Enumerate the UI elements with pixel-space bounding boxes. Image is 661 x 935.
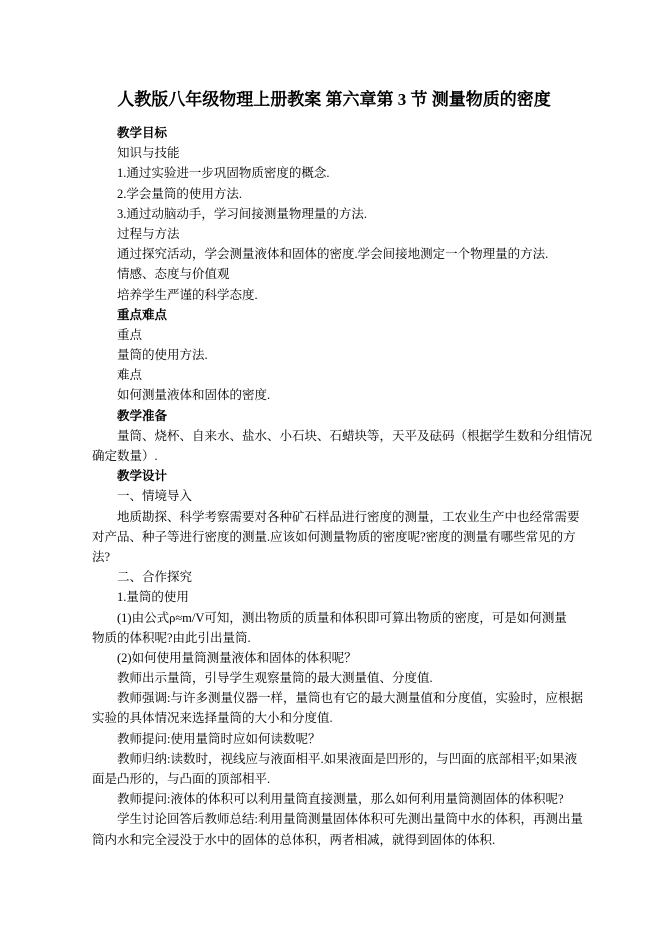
text-line: 物质的体积呢?由此引出量筒. xyxy=(92,630,251,645)
text-line: 面是凸形的，与凸面的顶部相平. xyxy=(92,772,271,786)
text-line: 教师归纳:读数时，视线应与液面相平.如果液面是凹形的，与凹面的底部相平;如果液 xyxy=(117,751,578,766)
text-line: 确定数量）. xyxy=(92,449,158,463)
text-line: 一、情境导入 xyxy=(117,489,193,504)
text-line: 量筒的使用方法. xyxy=(117,348,208,363)
text-line: 法? xyxy=(92,549,111,564)
text-line: 对产品、种子等进行密度的测量.应该如何测量物质的密度呢?密度的测量有哪些常见的方 xyxy=(92,529,576,544)
text-line: 教师提问:液体的体积可以利用量筒直接测量，那么如何利用量筒测固体的体积呢? xyxy=(117,792,564,807)
text-line: 教师强调:与许多测量仪器一样，量筒也有它的最大测量值和分度值，实验时，应根据 xyxy=(117,691,583,706)
text-line: 培养学生严谨的科学态度. xyxy=(117,287,258,302)
text-line: 如何测量液体和固体的密度. xyxy=(117,388,271,403)
text-line: (1)由公式ρ≈m/V可知，测出物质的质量和体积即可算出物质的密度，可是如何测量 xyxy=(117,610,567,625)
text-line: 情感、态度与价值观 xyxy=(117,267,230,282)
document-body xyxy=(92,123,593,850)
heading-teaching-preparation: 教学准备 xyxy=(117,408,168,423)
document-title: 人教版八年级物理上册教案 第六章第 3 节 测量物质的密度 xyxy=(117,90,551,109)
text-line: 地质勘探、科学考察需要对各种矿石样品进行密度的测量，工农业生产中也经常需要 xyxy=(117,509,580,524)
text-line: 知识与技能 xyxy=(117,146,180,161)
text-line: 2.学会量筒的使用方法. xyxy=(117,186,243,201)
heading-teaching-goals: 教学目标 xyxy=(117,126,168,140)
text-line: 1.量筒的使用 xyxy=(117,590,189,605)
text-line: 二、合作探究 xyxy=(117,570,193,585)
text-line: 难点 xyxy=(117,368,143,383)
text-line: 筒内水和完全浸没于水中的固体的总体积，两者相减，就得到固体的体积. xyxy=(92,832,496,847)
text-line: 量筒、烧杯、自来水、盐水、小石块、石蜡块等，天平及砝码（根据学生数和分组情况 xyxy=(117,428,593,443)
heading-teaching-design: 教学设计 xyxy=(117,469,168,484)
text-line: 1.通过实验进一步巩固物质密度的概念. xyxy=(117,166,330,181)
text-line: 重点 xyxy=(117,327,143,342)
text-line: 实验的具体情况来选择量筒的大小和分度值. xyxy=(92,711,333,726)
text-line: 通过探究活动，学会测量液体和固体的密度.学会间接地测定一个物理量的方法. xyxy=(117,247,549,262)
text-line: 学生讨论回答后教师总结:利用量筒测量固体体积可先测出量筒中水的体积，再测出量 xyxy=(117,812,583,827)
heading-key-difficulties: 重点难点 xyxy=(117,307,168,322)
text-line: (2)如何使用量筒测量液体和固体的体积呢？ xyxy=(117,650,357,665)
text-line: 过程与方法 xyxy=(117,226,180,241)
text-line: 教师出示量筒，引导学生观察量筒的最大测量值、分度值. xyxy=(117,671,433,686)
text-line: 教师提问:使用量筒时应如何读数呢？ xyxy=(117,731,321,746)
text-line: 3.通过动脑动手，学习间接测量物理量的方法. xyxy=(117,206,368,221)
